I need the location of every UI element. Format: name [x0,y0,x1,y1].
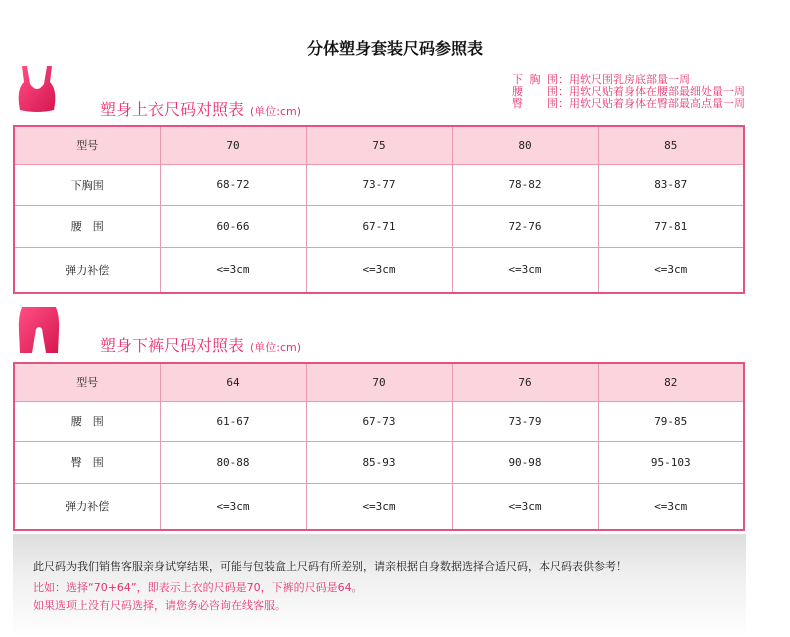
footer-notice [13,534,746,637]
measure-notes [512,74,752,110]
header-cell: 76 [452,363,598,401]
table-cell: 79-85 [598,401,744,441]
table-row [14,205,744,247]
header-cell: 型号 [14,126,160,164]
table-cell: 78-82 [452,164,598,205]
table-cell: 77-81 [598,205,744,247]
table-cell: 67-71 [306,205,452,247]
bottom-title-text: 塑身下裤尺码对照表 [100,336,245,355]
footer-disclaimer: 此尺码为我们销售客服亲身试穿结果，可能与包装盒上尺码有所差别，请亲根据自身数据选择合适尺码，本尺码表供参考！ [33,560,627,573]
table-cell: 95-103 [598,441,744,483]
table-cell: <=3cm [306,483,452,530]
table-cell: 67-73 [306,401,452,441]
table-cell: 83-87 [598,164,744,205]
table-header-row [14,363,744,401]
top-title-text: 塑身上衣尺码对照表 [100,100,245,119]
row-label: 弹力补偿 [14,247,160,293]
table-cell: <=3cm [452,247,598,293]
header-cell: 82 [598,363,744,401]
table-cell: 90-98 [452,441,598,483]
shorts-icon [16,305,62,357]
row-label: 下胸围 [14,164,160,205]
row-label: 弹力补偿 [14,483,160,530]
footer-example: 比如：选择“70+64”，即表示上衣的尺码是70，下裤的尺码是64。 [33,581,363,594]
header-cell: 75 [306,126,452,164]
header-cell: 85 [598,126,744,164]
table-cell: 73-77 [306,164,452,205]
table-cell: <=3cm [160,483,306,530]
top-unit-text: (单位:cm) [250,105,302,118]
table-cell: <=3cm [306,247,452,293]
header-cell: 80 [452,126,598,164]
bottom-section-title [100,333,301,356]
header-cell: 64 [160,363,306,401]
footer-contact-note: 如果选项上没有尺码选择，请您务必咨询在线客服。 [33,599,286,612]
bottom-unit-text: (单位:cm) [250,341,302,354]
table-cell: <=3cm [598,483,744,530]
note-underbust: 下胸围：用软尺围乳房底部量一周 [512,73,690,86]
row-label: 腰 围 [14,401,160,441]
table-cell: <=3cm [598,247,744,293]
table-cell: 68-72 [160,164,306,205]
table-cell: <=3cm [452,483,598,530]
table-row [14,164,744,205]
top-size-table [13,125,745,294]
row-label: 臀 围 [14,441,160,483]
table-cell: 61-67 [160,401,306,441]
tank-top-icon [14,64,60,114]
header-cell: 70 [160,126,306,164]
table-cell: 85-93 [306,441,452,483]
note-waist: 腰 围：用软尺贴着身体在腰部最细处量一周 [512,85,745,98]
table-cell: 80-88 [160,441,306,483]
table-row [14,483,744,530]
table-header-row [14,126,744,164]
header-cell: 70 [306,363,452,401]
page-title: 分体塑身套装尺码参照表 [306,39,483,58]
note-hip: 臀 围：用软尺贴着身体在臀部最高点量一周 [512,97,745,110]
table-cell: <=3cm [160,247,306,293]
table-row [14,247,744,293]
header-cell: 型号 [14,363,160,401]
row-label: 腰 围 [14,205,160,247]
table-row [14,401,744,441]
table-cell: 72-76 [452,205,598,247]
bottom-size-table [13,362,745,531]
table-cell: 73-79 [452,401,598,441]
table-cell: 60-66 [160,205,306,247]
table-row [14,441,744,483]
top-section-title [100,97,301,120]
